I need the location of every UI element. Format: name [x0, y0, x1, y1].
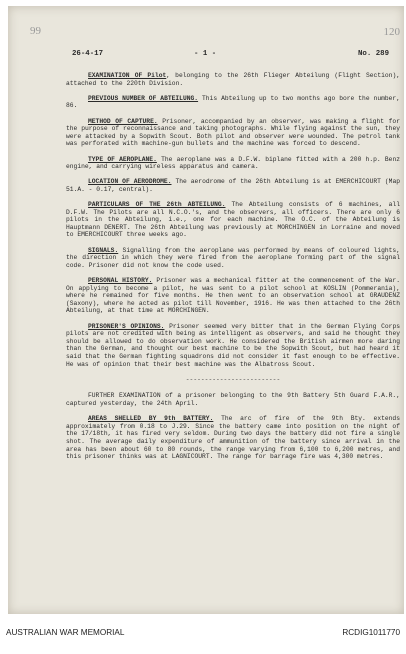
page-number: - 1 -: [194, 50, 217, 58]
section-previous-number: [66, 95, 400, 110]
section-heading: PERSONAL HISTORY.: [88, 277, 153, 285]
section-prisoners-opinions: [66, 323, 400, 369]
section-method-of-capture: [66, 118, 400, 148]
section-signals: [66, 247, 400, 270]
section-text: This Abteilung up to two months ago bore the number, 86.: [66, 94, 400, 110]
section-text: The Abteilung consists of 6 machines, all D.F.W. The Pilots are all N.C.O.'s, and the observers, all officers. There are only 6 pilots in the Abteilung, i.e., one for each machine. The O.C. of the Abteilung is Hauptmann DENERT. The 26th Abteilung was previously at MORCHINGEN in Lorraine and moved to EMERCHICOURT three weeks ago.: [66, 201, 400, 239]
report-body: [66, 72, 400, 468]
section-heading: TYPE OF AEROPLANE.: [88, 155, 157, 163]
section-heading: PRISONER'S OPINIONS.: [88, 322, 165, 330]
section-text: The aeroplane was a D.F.W. biplane fitted with a 200 h.p. Benz engine, and carrying wireless apparatus and camera.: [66, 155, 400, 171]
section-heading: SIGNALS.: [88, 246, 119, 254]
section-type-of-aeroplane: [66, 156, 400, 171]
section-heading: AREAS SHELLED BY 9th BATTERY.: [88, 415, 214, 423]
document-page: [8, 6, 404, 614]
section-heading: PREVIOUS NUMBER OF ABTEILUNG.: [88, 94, 199, 102]
section-heading: EXAMINATION OF Pilot: [88, 72, 167, 79]
section-text: The arc of fire of the 9th Bty. extends approximately from 0.18 to J.29. Since the battery came into position on the night of the 17/18th, it has fired very seldom. During two days the battery did not fire a single shot. The average daily expenditure of ammunition of the battery since arrival in the area has been about 60 to 80 rounds, the range varying from 6,100 to 6,200 metres, and this prisoner thinks was at LAGNICOURT. The range for barrage fire was 4,300 metres.: [66, 415, 400, 461]
section-location-of-aerodrome: [66, 178, 400, 193]
section-particulars: [66, 201, 400, 239]
section-examination: [66, 72, 400, 87]
report-number: No. 289: [358, 50, 390, 58]
handwritten-folio-left: 99: [30, 25, 41, 37]
archive-reference: RCDIG1011770: [342, 628, 400, 637]
section-areas-shelled: [66, 415, 400, 461]
section-text: Signalling from the aeroplane was performed by means of coloured lights, the direction in which they were fired from the aeroplane forming part of the signal code. Prisoner did not know the code used.: [66, 246, 400, 269]
section-text: Prisoner, accompanied by an observer, was making a flight for the purpose of reconnaissance and taking photographs. While flying against the sun, they were attacked by a Sopwith Scout. Both pilot and observer were wounded. The petrol tank was perforated with machine-gun bullets and the machine was forced to descend.: [66, 117, 400, 148]
section-heading: METHOD OF CAPTURE.: [88, 117, 158, 125]
section-text: Prisoner was a mechanical fitter at the commencement of the War. On applying to become a pilot, he was sent to a pilot school at KOSLIN (Pommerania), where he remained for five months. He then went to an observation school at GRAUDENZ (Saxony), where he acted as pilot till November, 1916. He was then attached to the 26th Abteilung, at that time at MORCHINGEN.: [66, 277, 400, 315]
further-examination-intro: FURTHER EXAMINATION of a prisoner belonging to the 9th Battery 5th Guard F.A.R., captured yesterday, the 24th April.: [66, 392, 400, 407]
archive-credit: AUSTRALIAN WAR MEMORIAL: [6, 628, 125, 637]
section-separator: -------------------------: [185, 375, 281, 383]
document-date: 26-4-17: [72, 50, 104, 58]
section-text: , belonging to the 26th Flieger Abteilung (Flight Section), attached to the 220th Division.: [66, 72, 401, 87]
section-text: Prisoner seemed very bitter that in the German Flying Corps pilots are not credited with being as intelligent as observers, and said he thought they should be allowed to do observation work. He considered the British airmen more daring than the German, and thought our best machine to be the Sopwith Scout, but had heard it said that the German fighting squadrons did not consider it fast enough to be effective. He was of opinion that their best machine was the Albatross Scout.: [66, 322, 401, 368]
section-personal-history: [66, 277, 400, 315]
section-text: The aerodrome of the 26th Abteilung is at EMERCHICOURT (Map 51.A. - 0.17, central).: [66, 178, 400, 193]
section-heading: LOCATION OF AERODROME.: [88, 178, 172, 186]
section-heading: PARTICULARS OF THE 26th ABTEILUNG.: [88, 201, 226, 209]
handwritten-folio-right: 120: [383, 26, 400, 38]
